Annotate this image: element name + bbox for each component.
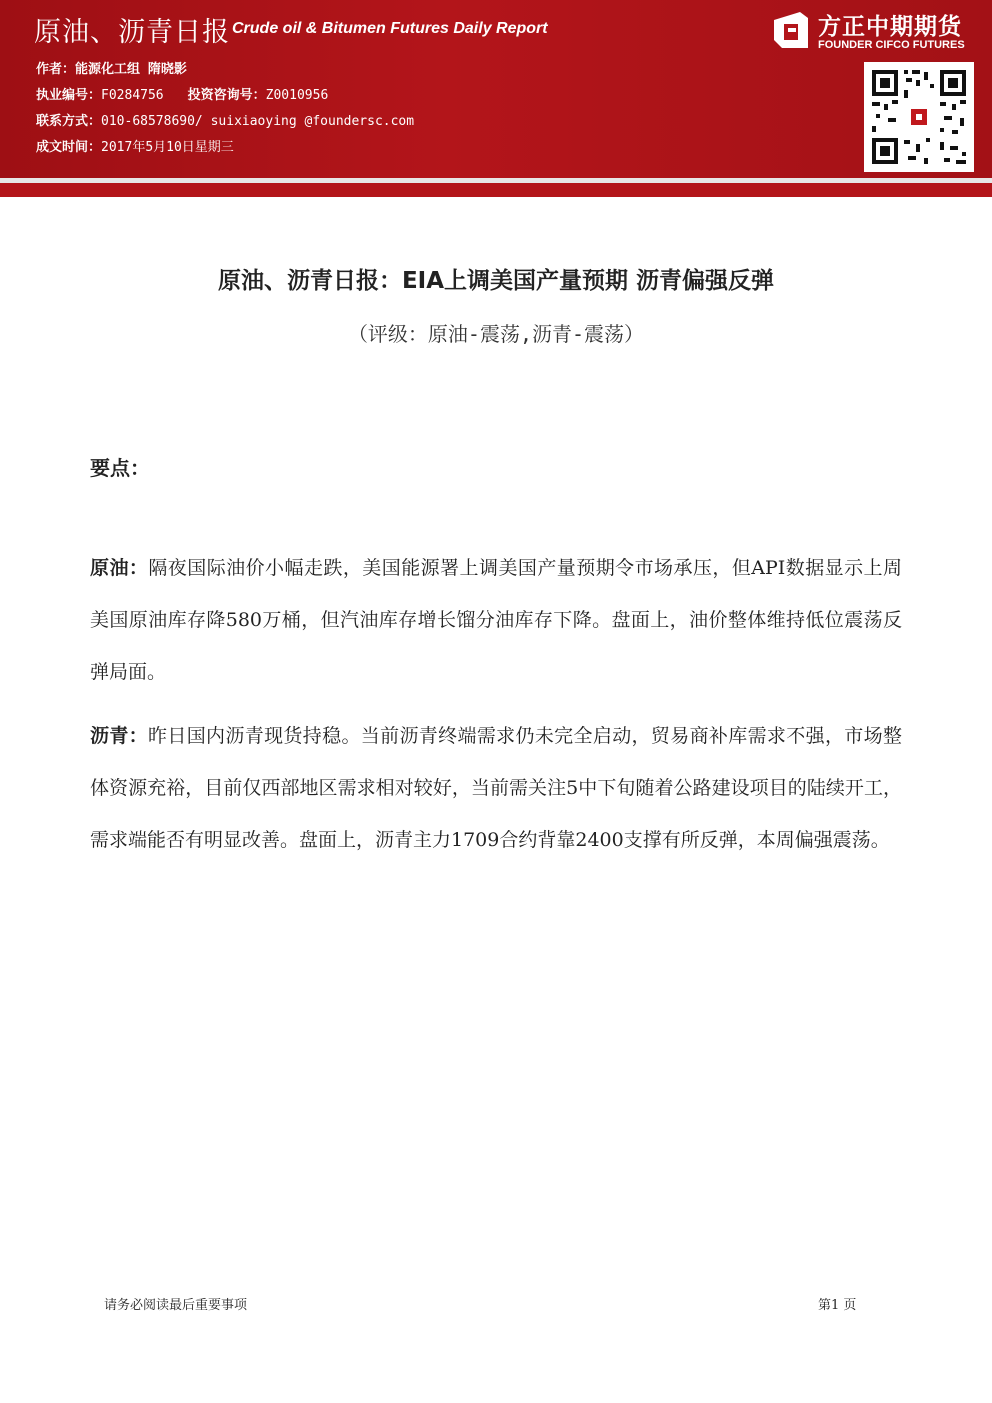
- logo-name-cn: 方正中期期货: [818, 14, 962, 40]
- author-line: [36, 58, 187, 77]
- qr-code-icon: [864, 62, 974, 172]
- company-logo: [772, 8, 982, 54]
- crude-oil-label: 原油：: [90, 557, 149, 579]
- author-value: 能源化工组 隋晓影: [75, 62, 187, 77]
- report-title: 原油、沥青日报：EIA上调美国产量预期 沥青偏强反弹: [217, 268, 775, 294]
- license-label: 执业编号：: [36, 88, 102, 103]
- logo-name-en: FOUNDER CIFCO FUTURES: [818, 39, 965, 51]
- header-title-en: Crude oil & Bitumen Futures Daily Report: [232, 20, 548, 37]
- date-label: 成文时间：: [36, 140, 102, 155]
- founder-logo-icon: [772, 10, 810, 50]
- contact-label: 联系方式：: [36, 114, 102, 129]
- header-divider-red: [0, 183, 992, 197]
- header-title-cn: 原油、沥青日报: [34, 17, 230, 48]
- date-line: [36, 136, 234, 155]
- consult-label: 投资咨询号：: [187, 88, 266, 103]
- date-value: 2017年5月10日星期三: [101, 140, 234, 155]
- contact-line: [36, 110, 414, 129]
- page-number: 第1 页: [818, 1298, 857, 1313]
- asphalt-paragraph: [90, 710, 902, 866]
- consult-value: Z0010956: [265, 88, 329, 103]
- qr-code: [864, 62, 974, 172]
- asphalt-label: 沥青：: [90, 725, 149, 747]
- report-header: [0, 0, 992, 178]
- crude-oil-paragraph: [90, 542, 902, 698]
- report-rating: （评级：原油-震荡,沥青-震荡）: [347, 322, 645, 346]
- keypoints-heading: 要点：: [90, 456, 150, 480]
- license-value: F0284756: [101, 88, 164, 103]
- author-label: 作者：: [36, 62, 76, 77]
- contact-value: 010-68578690/ suixiaoying @foundersc.com: [101, 114, 415, 129]
- footer-disclaimer: 请务必阅读最后重要事项: [104, 1298, 248, 1313]
- license-line: [36, 84, 328, 103]
- crude-oil-text: 隔夜国际油价小幅走跌，美国能源署上调美国产量预期令市场承压，但API数据显示上周美国原油库存降580万桶，但汽油库存增长馏分油库存下降。盘面上，油价整体维持低位震荡反弹局面。: [90, 557, 902, 683]
- asphalt-text: 昨日国内沥青现货持稳。当前沥青终端需求仍未完全启动，贸易商补库需求不强，市场整体资源充裕，目前仅西部地区需求相对较好，当前需关注5中下旬随着公路建设项目的陆续开工，需求端能否有明显改善。盘面上，沥青主力1709合约背靠2400支撑有所反弹，本周偏强震荡。: [90, 725, 902, 851]
